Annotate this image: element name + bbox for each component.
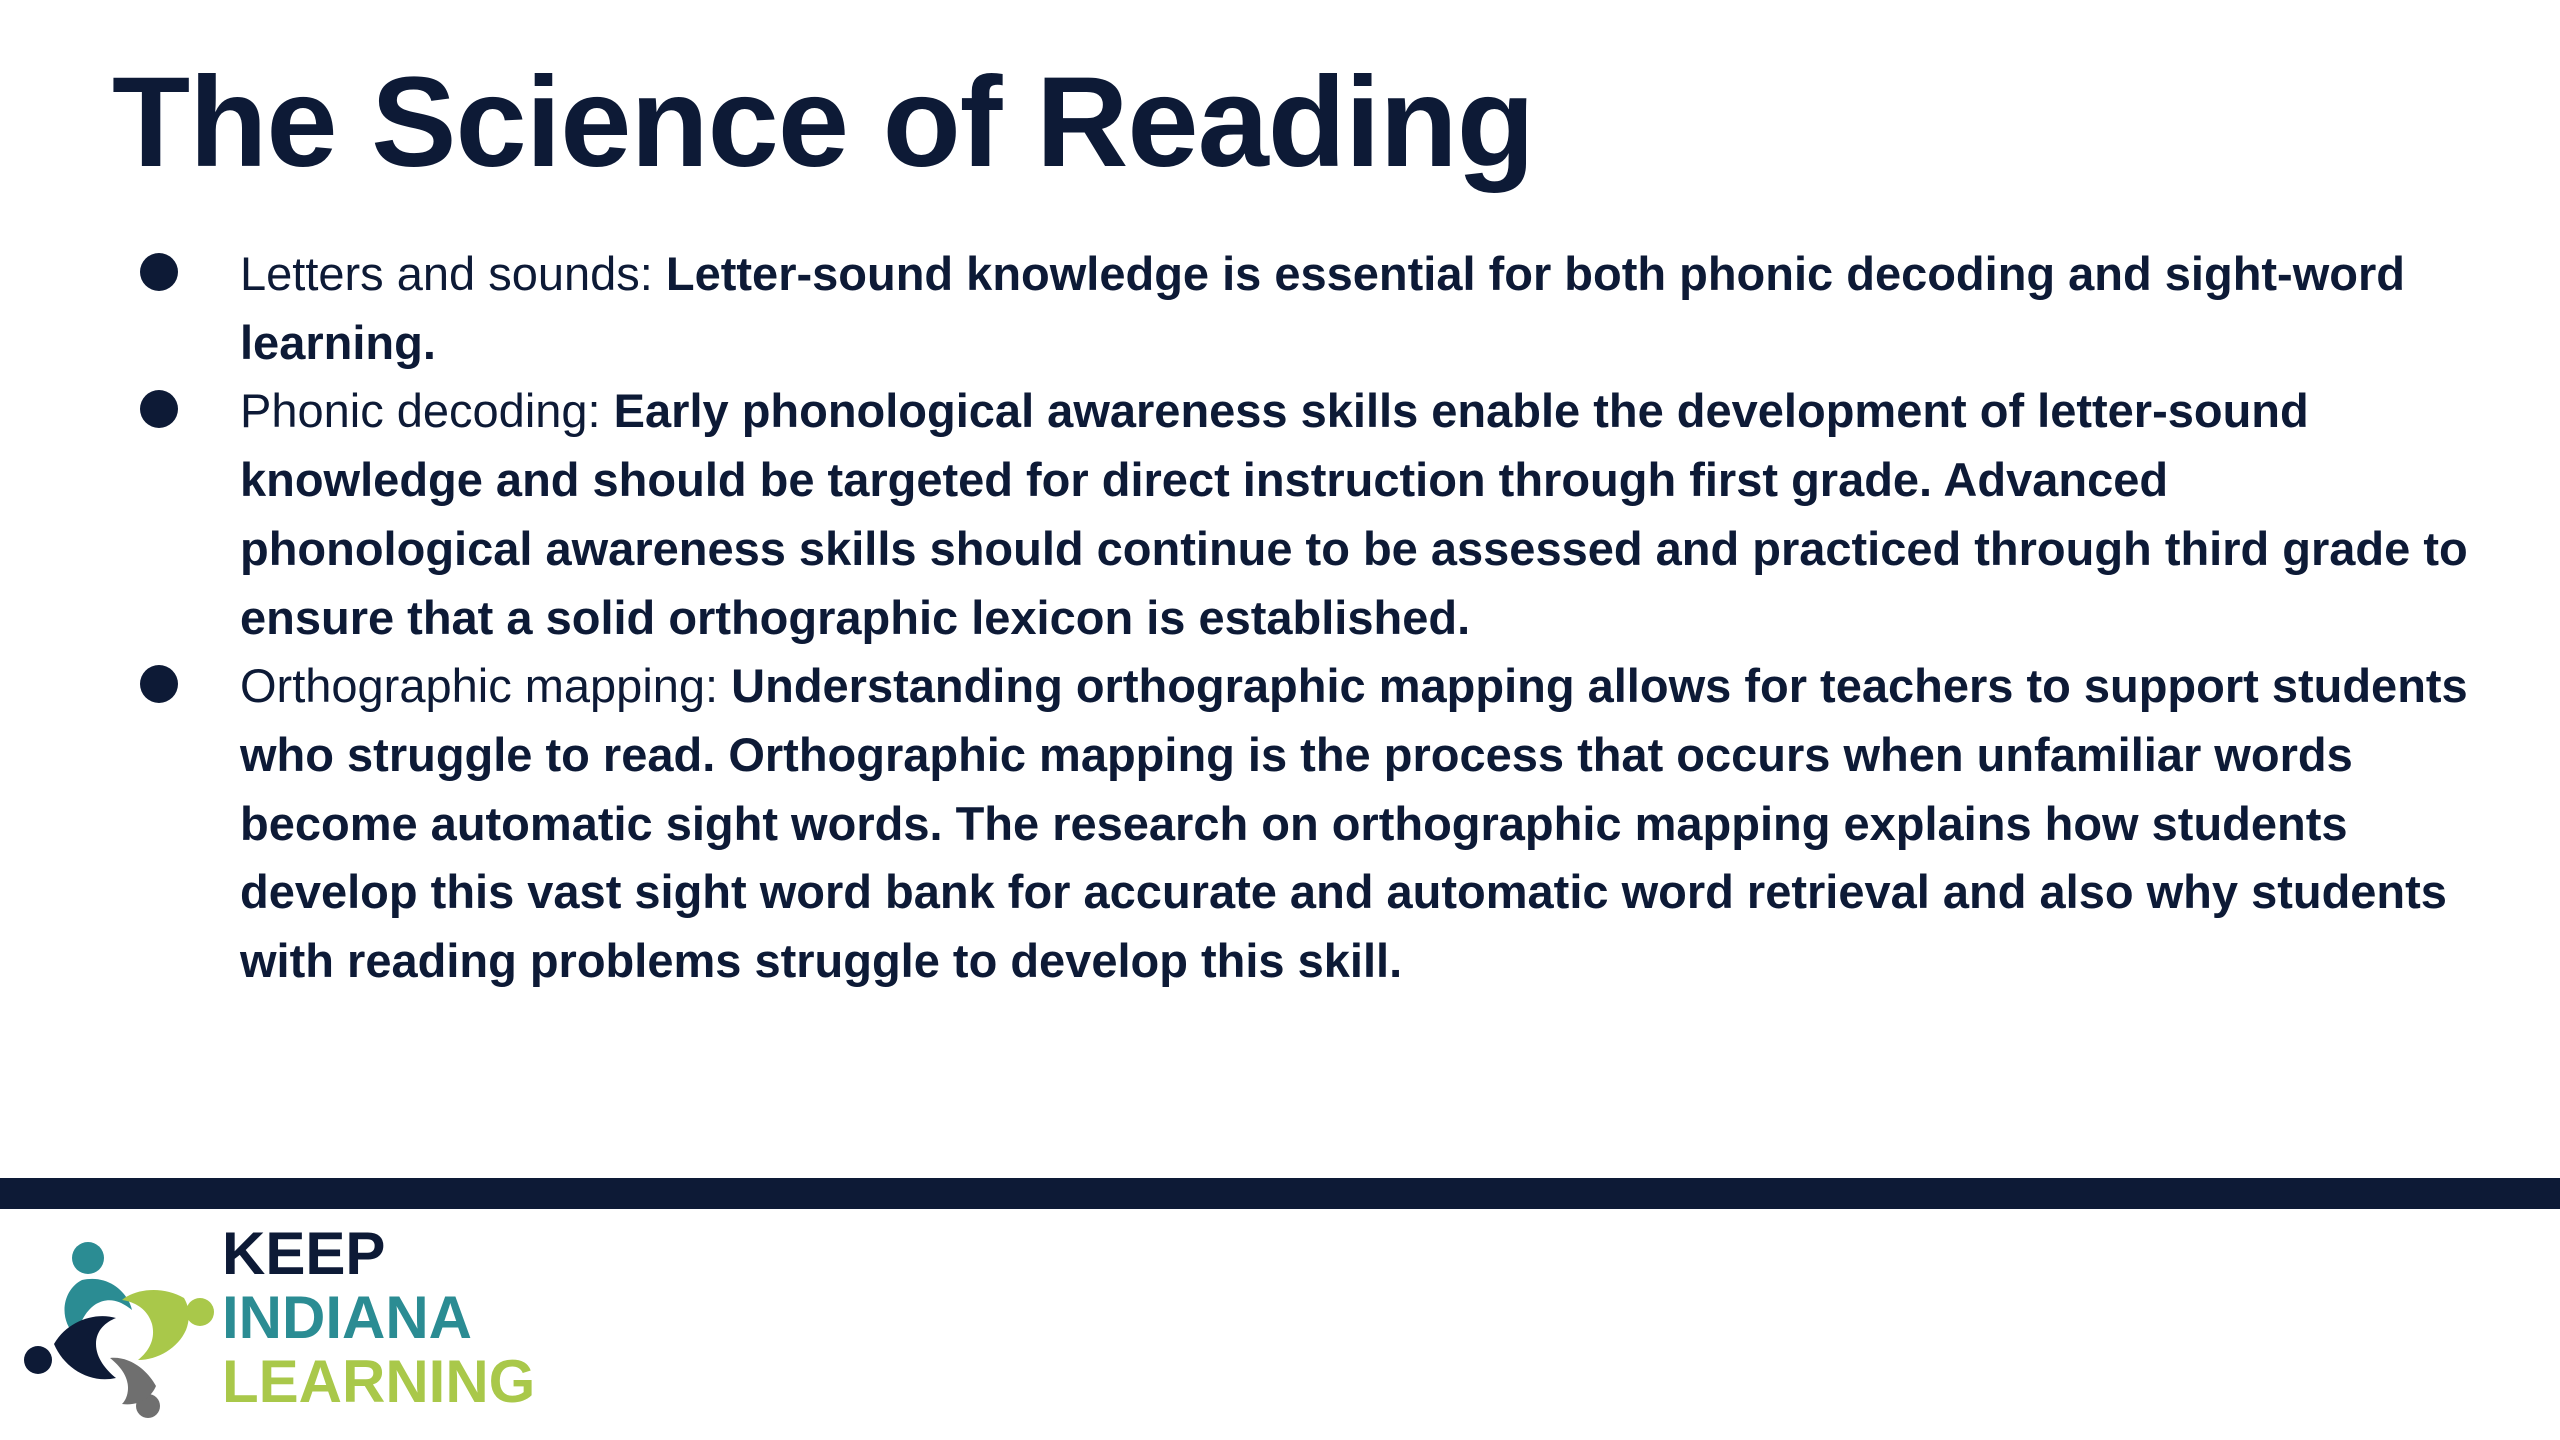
keep-indiana-learning-logo bbox=[24, 1222, 584, 1422]
bullet-list bbox=[140, 240, 2470, 996]
bullet-dot-icon bbox=[140, 390, 178, 428]
bullet-dot-icon bbox=[140, 253, 178, 291]
bullet-item-phonic-decoding bbox=[140, 377, 2470, 652]
logo-wordmark bbox=[222, 1222, 535, 1414]
bullet-text: Early phonological awareness skills enable the development of letter-sound knowledge and should be targeted for direct instruction through first grade. Advanced phonological awareness skills should continue to be assessed and practiced through third grade to ensure that a solid orthographic lexicon is established. bbox=[240, 384, 2468, 644]
bullet-text: Understanding orthographic mapping allows for teachers to support students who struggle to read. Orthographic mapping is the process that occurs when unfamiliar words become automatic sight words. The research on orthographic mapping explains how students develop this vast sight word bank for accurate and automatic word retrieval and also why students with reading problems struggle to develop this skill. bbox=[240, 659, 2468, 988]
logo-line-keep: KEEP bbox=[222, 1220, 386, 1287]
people-circle-logo-icon bbox=[24, 1228, 214, 1418]
logo-line-learning: LEARNING bbox=[222, 1348, 536, 1415]
logo-line-indiana: INDIANA bbox=[222, 1284, 472, 1351]
bullet-term: Orthographic mapping: bbox=[240, 659, 732, 713]
bullet-item-orthographic-mapping bbox=[140, 652, 2470, 996]
footer-divider bbox=[0, 1178, 2560, 1209]
bullet-term: Letters and sounds: bbox=[240, 247, 666, 300]
bullet-term: Phonic decoding: bbox=[240, 384, 614, 438]
bullet-dot-icon bbox=[140, 665, 178, 703]
slide-title: The Science of Reading bbox=[112, 51, 1534, 194]
bullet-text: Letter-sound knowledge is essential for both phonic decoding and sight-word learning. bbox=[240, 247, 2405, 369]
bullet-item-letters-and-sounds bbox=[140, 240, 2470, 377]
